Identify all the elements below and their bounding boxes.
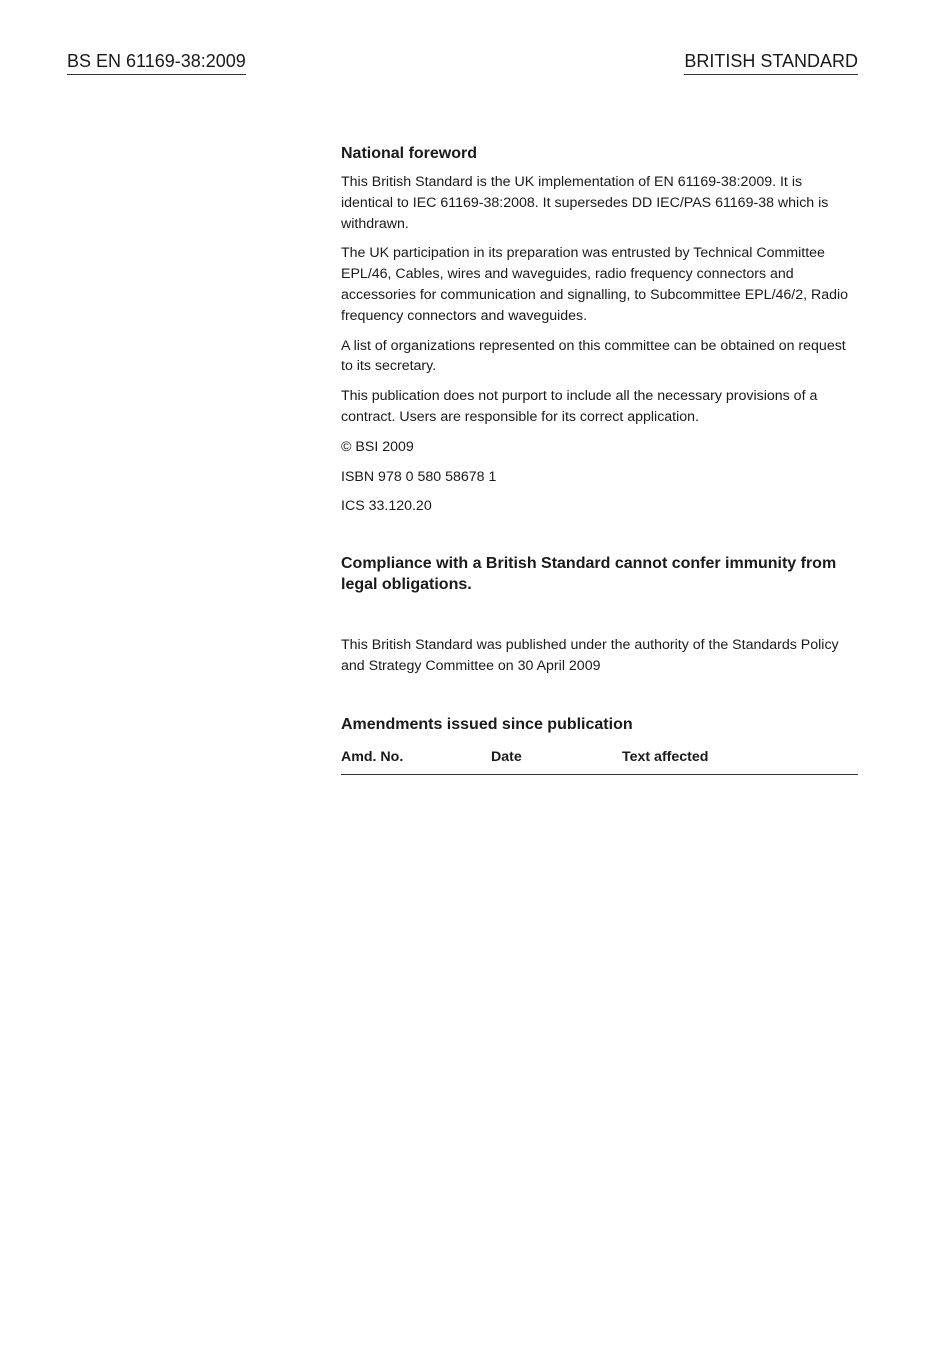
amendments-title: Amendments issued since publication [341, 715, 633, 733]
isbn-line: ISBN 978 0 580 58678 1 [341, 468, 497, 485]
ics-line: ICS 33.120.20 [341, 498, 432, 515]
main-content [341, 143, 858, 775]
foreword-paragraph: This publication does not purport to include all the necessary provisions of a contract. Users are responsible for its correct application. [341, 388, 818, 425]
authority-statement: This British Standard was published under the authority of the Standards Policy and Strategy Committee on 30 April 2009 [341, 637, 839, 674]
column-header-date: Date [491, 748, 622, 775]
amendments-table [341, 748, 858, 775]
document-number: BS EN 61169-38:2009 [67, 50, 246, 75]
foreword-paragraph: This British Standard is the UK implementation of EN 61169-38:2009. It is identical to IEC 61169-38:2008. It supersedes DD IEC/PAS 61169-38 which is withdrawn. [341, 174, 829, 232]
foreword-paragraph: A list of organizations represented on this committee can be obtained on request to its secretary. [341, 337, 846, 375]
foreword-title: National foreword [341, 145, 478, 162]
document-type: BRITISH STANDARD [684, 50, 858, 75]
column-header-amd-no: Amd. No. [341, 748, 491, 775]
column-header-text-affected: Text affected [622, 748, 858, 775]
table-header-row [341, 748, 858, 775]
copyright-line: © BSI 2009 [341, 438, 414, 455]
compliance-statement: Compliance with a British Standard cannot confer immunity from legal obligations. [341, 555, 837, 594]
foreword-paragraph: The UK participation in its preparation was entrusted by Technical Committee EPL/46, Cables, wires and waveguides, radio frequency connectors and accessories for communication and signalling, to Subcommittee EPL/46/2, Radio frequency connectors and waveguides. [341, 245, 849, 324]
